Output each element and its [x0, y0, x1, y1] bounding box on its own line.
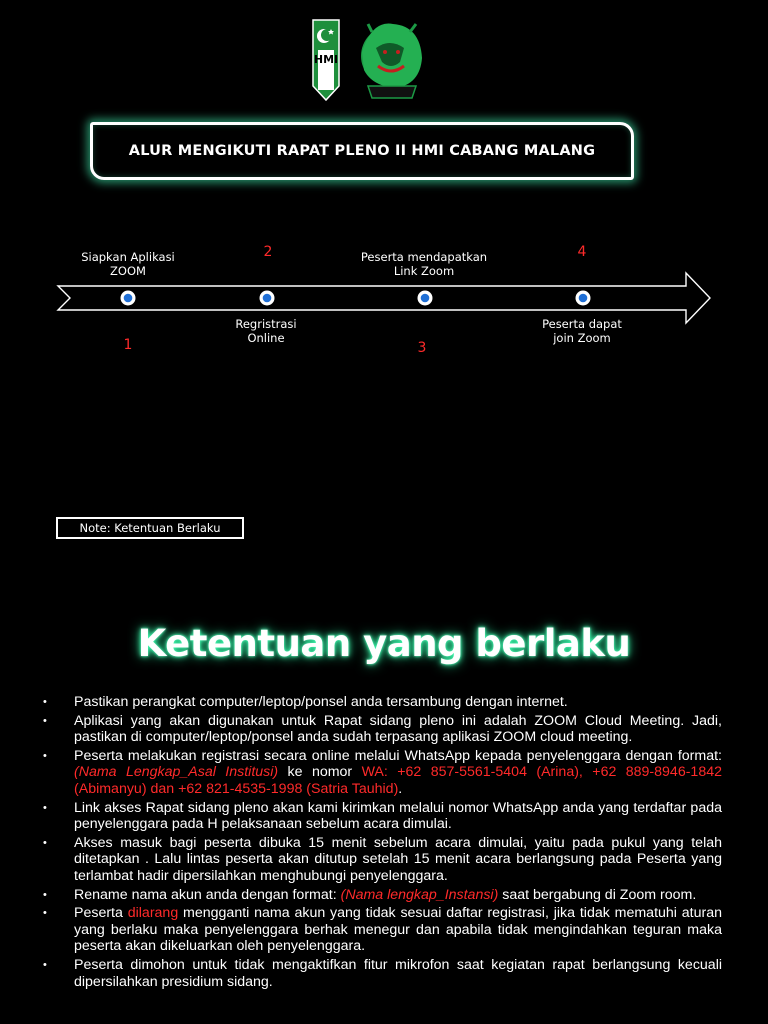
- title-banner: [90, 122, 634, 180]
- rule-text: Aplikasi yang akan digunakan untuk Rapat sidang pleno ini adalah ZOOM Cloud Meeting. Jadi, pastikan di computer/leptop/ponsel anda sudah terpasang aplikasi ZOOM cloud meeting.: [74, 712, 722, 746]
- section-heading: Ketentuan yang berlaku: [137, 622, 631, 665]
- step-1-number: 1: [123, 337, 133, 353]
- list-item: [40, 835, 722, 885]
- contact-numbers: WA: +62 857-5561-5404 (Arina), +62 889-8946-1842 (Abimanyu) dan +62 821-4535-1998 (Satria Tauhid): [74, 764, 722, 797]
- timeline-dot-3: [418, 291, 433, 306]
- list-item: [40, 694, 722, 711]
- hmi-logo-icon: [313, 20, 339, 100]
- registration-format: (Nama Lengkap_Asal Institusi): [74, 764, 279, 781]
- step-1-label: Siapkan Aplikasi ZOOM: [81, 250, 175, 278]
- rule-text: saat bergabung di Zoom room.: [498, 886, 697, 903]
- rule-text: .: [398, 780, 403, 797]
- step-2-number: 2: [263, 244, 273, 260]
- rule-text: Link akses Rapat sidang pleno akan kami kirimkan melalui nomor WhatsApp anda yang terdaftar pada penyelenggara pada H pelaksanaan sebelum acara dimulai.: [74, 799, 722, 833]
- step-4-number: 4: [577, 244, 587, 260]
- list-item: [40, 800, 722, 833]
- list-item: [40, 748, 722, 798]
- rule-text: Peserta dimohon untuk tidak mengaktifkan fitur mikrofon saat kegiatan rapat berlangsung kecuali dipersilahkan presidium sidang.: [74, 956, 722, 990]
- note-box: [56, 517, 244, 539]
- step-4-label: Peserta dapat join Zoom: [542, 317, 622, 345]
- rule-text: Rename nama akun anda dengan format:: [74, 886, 341, 903]
- note-text: Note: Ketentuan Berlaku: [79, 521, 221, 535]
- timeline-dot-2: [260, 291, 275, 306]
- process-timeline: [0, 235, 768, 365]
- rule-text: Peserta melakukan registrasi secara online melalui WhatsApp kepada penyelenggara dengan format:: [74, 747, 722, 764]
- list-item: [40, 957, 722, 990]
- rule-text: Peserta: [74, 905, 128, 922]
- step-3-number: 3: [417, 340, 427, 356]
- rule-text: Akses masuk bagi peserta dibuka 15 menit sebelum acara dimulai, yaitu pada pukul yang telah ditetapkan . Lalu lintas peserta akan ditutup setelah 15 menit acara berlangsung pada Peserta yang terlambat hadir dipersilahkan menghubungi penyelenggara.: [74, 834, 722, 884]
- timeline-dot-4: [576, 291, 591, 306]
- rule-text: ke nomor: [278, 764, 362, 781]
- page-title: ALUR MENGIKUTI RAPAT PLENO II HMI CABANG MALANG: [128, 143, 596, 159]
- timeline-dot-1: [121, 291, 136, 306]
- rule-text: mengganti nama akun yang tidak sesuai daftar registrasi, jika tidak mematuhi aturan yang berlaku maka penyelenggara berhak menegur dan apabila tidak mengindahkan teguran maka peserta akan dikeluarkan oleh penyelenggara.: [74, 905, 722, 955]
- list-item: [40, 713, 722, 746]
- prohibited-word: dilarang: [127, 905, 179, 922]
- step-3-label: Peserta mendapatkan Link Zoom: [360, 250, 488, 278]
- rules-list: [40, 694, 722, 992]
- logo-group: [0, 14, 768, 106]
- rule-text: Pastikan perangkat computer/leptop/ponsel anda tersambung dengan internet.: [74, 694, 568, 710]
- step-2-label: Regristrasi Online: [235, 317, 297, 345]
- rename-format: (Nama lengkap_Instansi): [340, 886, 499, 903]
- lion-emblem-icon: [361, 24, 422, 98]
- hmi-logo-text: HMI: [313, 53, 339, 66]
- list-item: [40, 905, 722, 955]
- list-item: [40, 887, 722, 904]
